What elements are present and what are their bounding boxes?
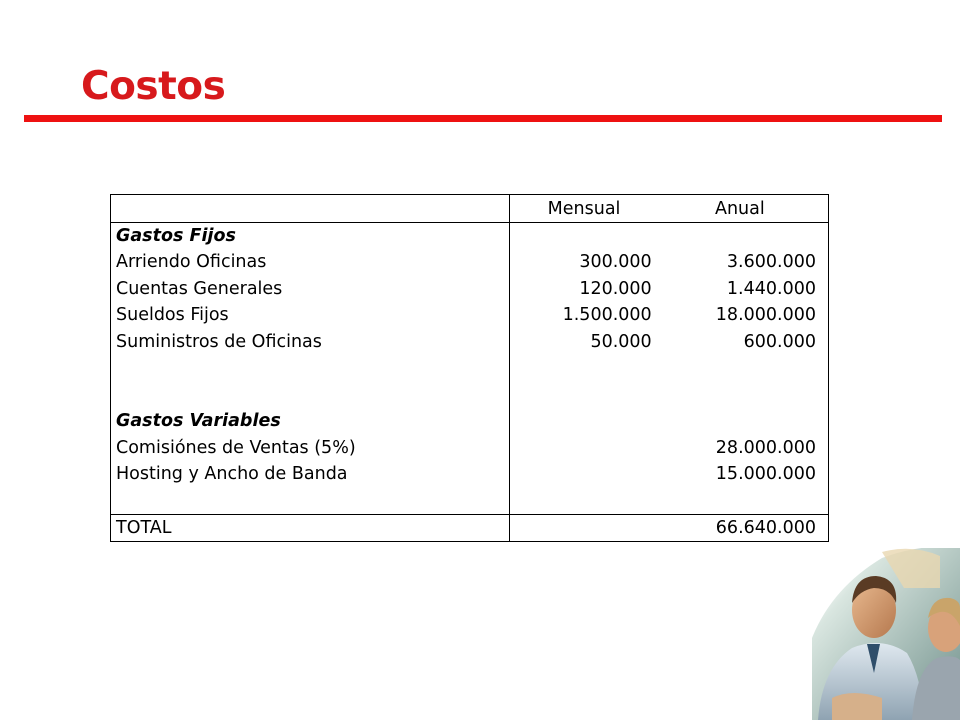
- table-header-row: [111, 195, 829, 223]
- row-label: Comisiónes de Ventas (5%): [111, 435, 510, 462]
- table-row: [111, 329, 829, 356]
- row-anual: 15.000.000: [715, 464, 816, 485]
- row-anual: 28.000.000: [715, 437, 816, 458]
- table-row: [111, 276, 829, 303]
- cost-table: [110, 194, 829, 542]
- row-anual: 3.600.000: [726, 252, 816, 273]
- row-mensual: 50.000: [590, 331, 652, 352]
- section-row-fixed: [111, 223, 829, 250]
- spacer-row: [111, 382, 829, 409]
- section-title-fixed: Gastos Fijos: [111, 223, 510, 250]
- row-mensual: [510, 461, 658, 488]
- total-anual: 66.640.000: [658, 514, 829, 541]
- row-mensual: 120.000: [579, 278, 652, 299]
- row-label: Cuentas Generales: [111, 276, 510, 303]
- business-people-photo: [812, 548, 960, 720]
- total-row: [111, 514, 829, 541]
- row-anual: 18.000.000: [715, 305, 816, 326]
- section-title-variable: Gastos Variables: [111, 408, 510, 435]
- row-label: Suministros de Oficinas: [111, 329, 510, 356]
- total-mensual: [510, 514, 658, 541]
- row-mensual: 1.500.000: [562, 305, 652, 326]
- title-underline: [24, 115, 942, 122]
- row-label: Arriendo Oficinas: [111, 249, 510, 276]
- total-label: TOTAL: [111, 514, 510, 541]
- header-mensual: Mensual: [510, 195, 658, 223]
- row-anual: 600.000: [743, 331, 816, 352]
- table-row: [111, 249, 829, 276]
- row-label: Hosting y Ancho de Banda: [111, 461, 510, 488]
- spacer-row: [111, 355, 829, 382]
- header-anual: Anual: [658, 195, 829, 223]
- row-mensual: [510, 435, 658, 462]
- header-label: [111, 195, 510, 223]
- table-row: [111, 435, 829, 462]
- spacer-row: [111, 488, 829, 515]
- table-row: [111, 461, 829, 488]
- table-row: [111, 302, 829, 329]
- slide-title: Costos: [81, 64, 226, 109]
- row-label: Sueldos Fijos: [111, 302, 510, 329]
- section-row-variable: [111, 408, 829, 435]
- row-mensual: 300.000: [579, 252, 652, 273]
- row-anual: 1.440.000: [726, 278, 816, 299]
